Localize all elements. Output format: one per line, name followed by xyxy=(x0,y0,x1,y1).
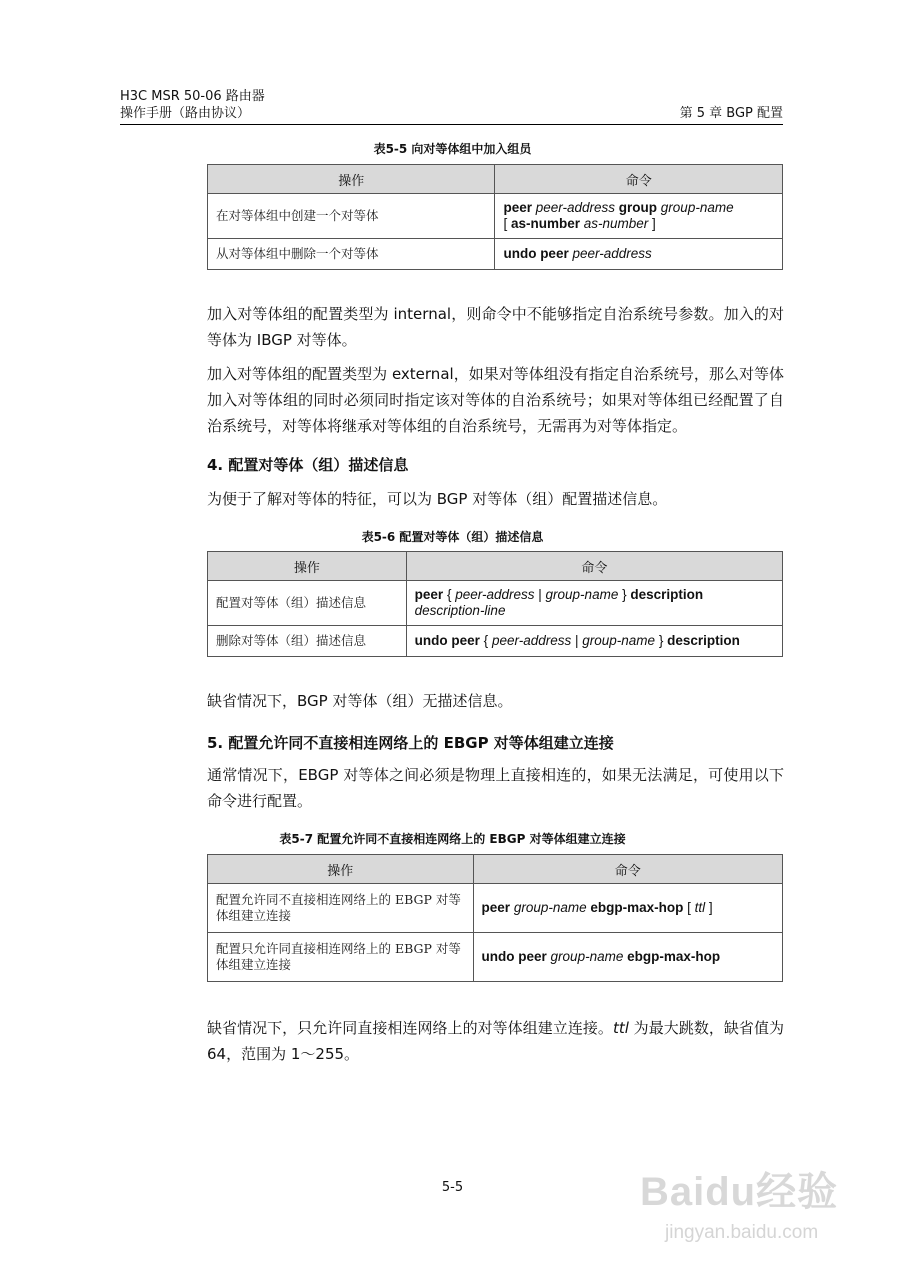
command-token: peer-address xyxy=(491,633,572,648)
header-manual: 操作手册（路由协议） xyxy=(120,106,251,121)
table-5-5-caption: 表5-5 向对等体组中加入组员 xyxy=(373,142,532,156)
command-token: ttl xyxy=(694,900,706,915)
paragraph-description-default: 缺省情况下，BGP 对等体（组）无描述信息。 xyxy=(207,692,513,710)
table-5-6-caption: 表5-6 配置对等体（组）描述信息 xyxy=(361,530,544,544)
command-token: undo peer xyxy=(481,949,551,964)
watermark-url: jingyan.baidu.com xyxy=(665,1222,819,1243)
command-token: undo peer xyxy=(503,246,573,261)
command-token: ebgp-max-hop xyxy=(590,900,684,915)
table-5-7 xyxy=(207,854,783,982)
paragraph-ebgp-default-a: 缺省情况下，只允许同直接相连网络上的对等体组建立连接。 xyxy=(207,1019,613,1037)
command-token: | xyxy=(534,587,546,602)
table-5-6 xyxy=(207,551,783,657)
command-token: peer-address xyxy=(535,200,619,215)
command-token: group xyxy=(618,200,661,215)
paragraph-ebgp-default-b: 为最大跳数，缺省值为 64，范围为 1～255。 xyxy=(207,1019,784,1063)
table-5-6-header-op: 操作 xyxy=(208,552,407,581)
command-token: group-name xyxy=(513,900,591,915)
table-5-6-cmd-1 xyxy=(406,581,782,626)
table-5-5-op-1: 在对等体组中创建一个对等体 xyxy=(208,194,495,239)
table-5-5-cmd-2 xyxy=(495,239,783,270)
header-divider xyxy=(120,124,783,125)
command-token: description xyxy=(667,633,740,648)
table-5-5-header-cmd: 命令 xyxy=(495,165,783,194)
command-token: [ xyxy=(683,900,695,915)
baidu-watermark xyxy=(640,1160,880,1250)
command-token: as-number xyxy=(510,216,584,231)
table-5-7-op-1: 配置允许同不直接相连网络上的 EBGP 对等体组建立连接 xyxy=(208,884,474,933)
paragraph-internal: 加入对等体组的配置类型为 internal，则命令中不能够指定自治系统号参数。加入的对等体为 IBGP 对等体。 xyxy=(207,305,784,349)
command-token: as-number xyxy=(583,216,649,231)
paragraph-ebgp-default xyxy=(207,1015,784,1067)
command-token: peer xyxy=(414,587,447,602)
command-token: undo peer xyxy=(414,633,484,648)
table-row xyxy=(208,626,783,657)
page-number: 5-5 xyxy=(441,1180,464,1195)
paragraph-ebgp-intro: 通常情况下，EBGP 对等体之间必须是物理上直接相连的，如果无法满足，可使用以下命令进行配置。 xyxy=(207,766,784,810)
command-token: } xyxy=(655,633,668,648)
command-token: group-name xyxy=(660,200,734,215)
table-5-7-header-cmd: 命令 xyxy=(473,855,782,884)
command-token: ebgp-max-hop xyxy=(627,949,721,964)
header-row xyxy=(120,106,783,122)
command-token: group-name xyxy=(582,633,656,648)
table-5-7-cmd-2 xyxy=(473,933,782,982)
command-token: ] xyxy=(705,900,713,915)
command-token: { xyxy=(446,587,456,602)
table-5-5-header-op: 操作 xyxy=(208,165,495,194)
table-5-6-header-cmd: 命令 xyxy=(406,552,782,581)
table-5-7-cmd-1 xyxy=(473,884,782,933)
command-token: } xyxy=(618,587,631,602)
table-row xyxy=(208,581,783,626)
command-token: [ xyxy=(503,216,511,231)
baidu-logo: Baidu经验 xyxy=(640,1170,839,1214)
table-row xyxy=(208,933,783,982)
table-5-6-op-2: 删除对等体（组）描述信息 xyxy=(208,626,407,657)
table-5-7-op-2: 配置只允许同直接相连网络上的 EBGP 对等体组建立连接 xyxy=(208,933,474,982)
paragraph-description-intro: 为便于了解对等体的特征，可以为 BGP 对等体（组）配置描述信息。 xyxy=(207,490,668,508)
command-token: group-name xyxy=(550,949,628,964)
command-token: group-name xyxy=(545,587,619,602)
table-5-5-cmd-1 xyxy=(495,194,783,239)
table-5-5 xyxy=(207,164,783,270)
ttl-term: ttl xyxy=(612,1019,629,1037)
header-chapter: 第 5 章 BGP 配置 xyxy=(679,106,783,121)
table-row xyxy=(208,884,783,933)
table-5-6-cmd-2 xyxy=(406,626,782,657)
command-token: peer xyxy=(481,900,514,915)
header-product: H3C MSR 50-06 路由器 xyxy=(120,89,265,104)
table-5-7-header-op: 操作 xyxy=(208,855,474,884)
command-token: | xyxy=(571,633,583,648)
command-token: description xyxy=(630,587,704,602)
table-5-6-op-1: 配置对等体（组）描述信息 xyxy=(208,581,407,626)
table-row xyxy=(208,239,783,270)
command-token: description-line xyxy=(414,603,506,618)
table-row xyxy=(208,194,783,239)
command-token: peer-address xyxy=(572,246,652,261)
command-token: ] xyxy=(648,216,656,231)
table-5-7-caption: 表5-7 配置允许同不直接相连网络上的 EBGP 对等体组建立连接 xyxy=(279,832,626,846)
paragraph-external: 加入对等体组的配置类型为 external，如果对等体组没有指定自治系统号，那么对等体加入对等体组的同时必须同时指定该对等体的自治系统号；如果对等体组已经配置了自治系统号，对等体将继承对等体组的自治系统号，无需再为对等体指定。 xyxy=(207,365,784,435)
command-token: { xyxy=(483,633,492,648)
section-heading-5: 5. 配置允许同不直接相连网络上的 EBGP 对等体组建立连接 xyxy=(207,734,614,752)
table-5-5-op-2: 从对等体组中删除一个对等体 xyxy=(208,239,495,270)
command-token: peer xyxy=(503,200,536,215)
command-token: peer-address xyxy=(455,587,535,602)
section-heading-4: 4. 配置对等体（组）描述信息 xyxy=(207,456,409,474)
